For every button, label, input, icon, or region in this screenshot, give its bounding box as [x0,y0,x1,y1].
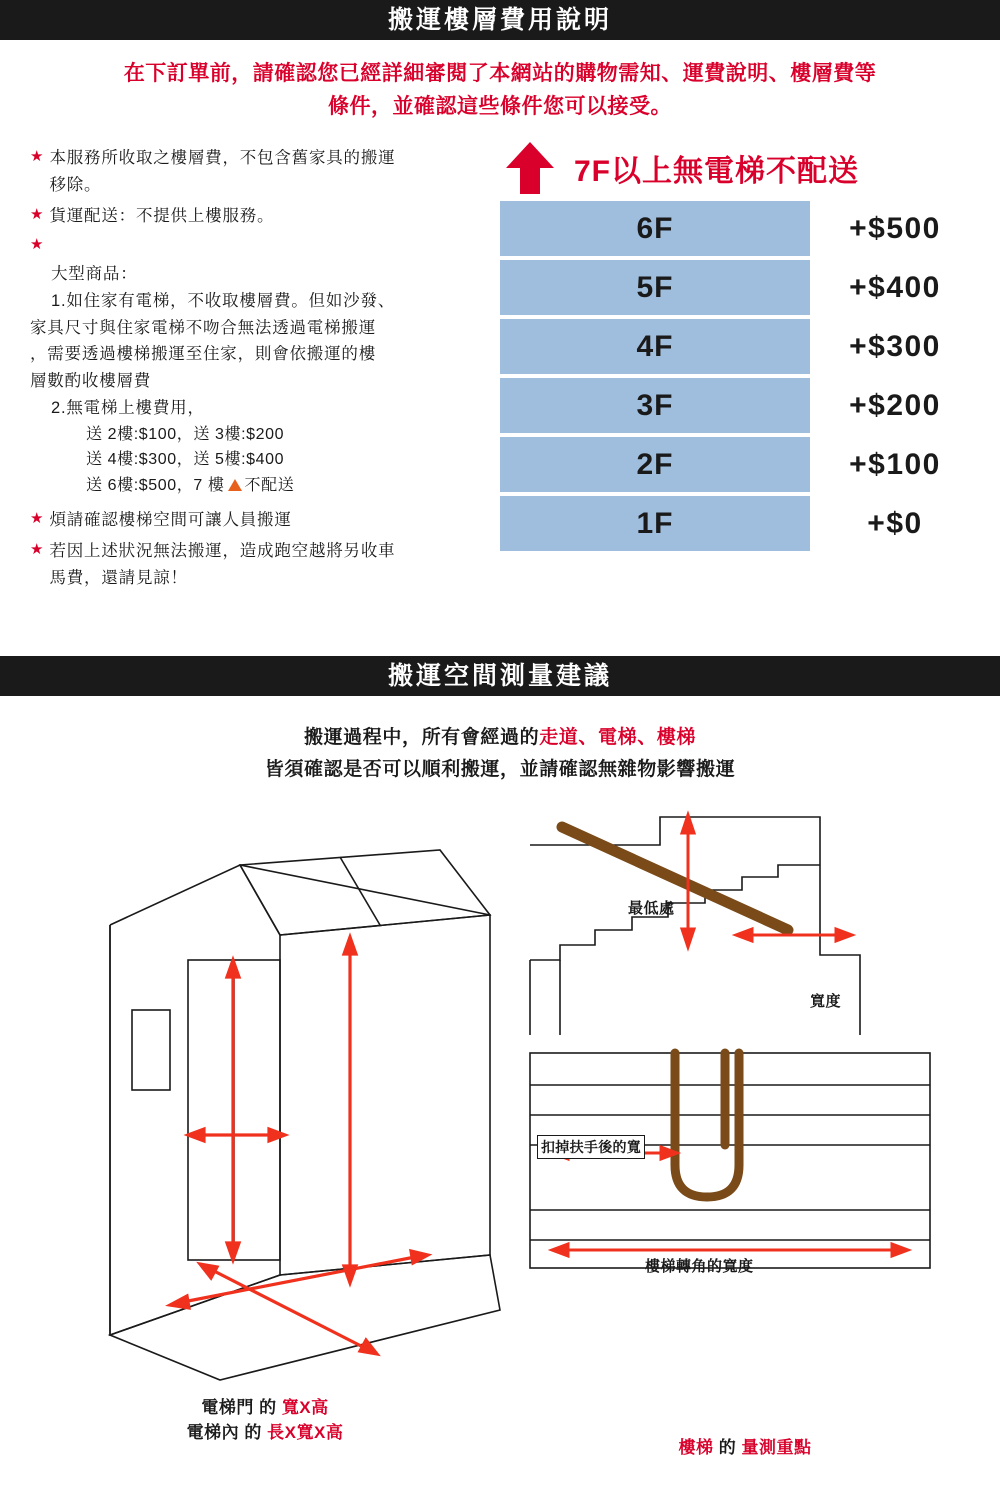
note-item-3-2-title: 2.無電梯上樓費用， [51,398,205,417]
floor-label: 6F [500,201,810,256]
floor-row [500,319,980,374]
floor-price: +$400 [849,270,941,304]
stair-height-diagram [520,805,920,1035]
note-item-4 [30,507,500,534]
elevator-caption2-part-b: 的 [244,1423,262,1443]
note-item-2-text: 貨運配送：不提供上樓服務。 [49,206,275,225]
elevator-caption2-part-c: 長X寬X高 [267,1423,344,1443]
label-lowest-point: 最低處 [628,899,675,917]
floor-row [500,378,980,433]
stair-caption-part-b: 的 [718,1437,737,1457]
measure-note-line-1 [20,722,980,754]
floor-row [500,260,980,315]
stair-caption-part-a: 樓梯 [678,1437,714,1457]
floor-price: +$500 [849,211,941,245]
fee-line-3-text-a: 送 6樓:$500，7 樓 [86,477,225,495]
note-item-5-line-2: 馬費，還請見諒！ [49,568,188,587]
elevator-caption-part-a: 電梯門 [201,1397,254,1417]
floor-price: +$200 [849,388,941,422]
fee-line-3-text-b: 不配送 [244,477,295,495]
fee-line-1: 送 2樓:$100，送 3樓:$200 [86,425,285,443]
note-item-3-1-line-2: 家具尺寸與住家電梯不吻合無法透過電梯搬運 [30,318,376,337]
star-icon: ★ [30,236,44,254]
label-width: 寬度 [810,992,842,1010]
note-item-2 [30,203,500,230]
elevator-caption2-part-a: 電梯內 [186,1423,240,1443]
note-item-1-line-2: 移除。 [49,175,102,194]
note-item-3-1-line-4: 層數酌收樓層費 [30,372,152,391]
fee-line-3 [86,473,500,499]
note-item-5-line-1: 若因上述狀況無法搬運，造成跑空越將另收車 [49,542,396,560]
elevator-caption-part-b: 的 [259,1397,277,1417]
note-item-1 [30,145,500,198]
intro-paragraph [0,40,1000,135]
note-item-1-line-1: 本服務所收取之樓層費，不包含舊家具的搬運 [49,149,396,168]
measure-note-line-1-highlight: 走道、電梯、樓梯 [539,727,696,749]
intro-line-1: 在下訂單前，請確認您已經詳細審閱了本網站的購物需知、運費說明、樓層費等 [123,62,877,85]
star-icon: ★ [30,205,44,223]
measure-section [0,696,1000,1475]
floor-label: 2F [500,437,810,492]
note-item-4-text: 煩請確認樓梯空間可讓人員搬運 [49,511,292,530]
star-icon: ★ [30,510,44,528]
fee-section [0,135,1000,656]
note-item-3-title: 大型商品： [51,265,138,284]
floor-label: 1F [500,496,810,551]
note-item-3-1-line-1: 1.如住家有電梯，不收取樓層費。但如沙發、 [51,291,396,310]
measure-note-line-2: 皆須確認是否可以順利搬運，並請確認無雜物影響搬運 [264,759,736,781]
elevator-caption-part-c: 寬X高 [281,1397,329,1417]
section-header-measure: 搬運空間測量建議 [0,656,1000,696]
stair-caption [520,1435,970,1461]
elevator-caption [40,1395,490,1446]
floor-label: 4F [500,319,810,374]
note-item-5 [30,538,500,591]
floor-price: +$0 [867,506,923,540]
floor-row [500,201,980,256]
floor-fee-chart [500,135,980,555]
stair-corner-diagram [520,1045,940,1275]
no-delivery-row [500,135,980,201]
note-item-3 [30,233,500,257]
elevator-caption-line-2 [40,1420,490,1446]
no-delivery-text: 7F以上無電梯不配送 [574,155,860,189]
notes-list [30,145,500,595]
label-handrail-width: 扣掉扶手後的寬 [537,1135,645,1159]
measure-note [0,696,1000,795]
note-item-1-text [49,145,395,198]
star-icon: ★ [30,148,44,166]
diagram-area [0,795,1000,1475]
section-header-fee: 搬運樓層費用說明 [0,0,1000,40]
elevator-diagram [20,805,520,1405]
floor-price: +$100 [849,447,941,481]
floor-price: +$300 [849,329,941,363]
floor-row [500,496,980,551]
measure-note-line-1-a: 搬運過程中，所有會經過的 [303,727,540,749]
floor-label: 5F [500,260,810,315]
label-corner-width: 樓梯轉角的寬度 [645,1257,754,1275]
elevator-caption-line-1 [40,1395,490,1421]
note-item-3-1-line-3: ，需要透過樓梯搬運至住家，則會依搬運的樓 [30,345,376,364]
stair-caption-part-c: 量測重點 [741,1437,812,1457]
intro-line-2: 條件，並確認這些條件您可以接受。 [328,94,672,118]
floor-row [500,437,980,492]
star-icon: ★ [30,541,44,558]
note-item-5-text [49,538,395,591]
warning-triangle-icon [228,479,242,491]
fee-line-2: 送 4樓:$300，送 5樓:$400 [86,451,285,469]
floor-label: 3F [500,378,810,433]
up-arrow-icon [500,140,560,196]
